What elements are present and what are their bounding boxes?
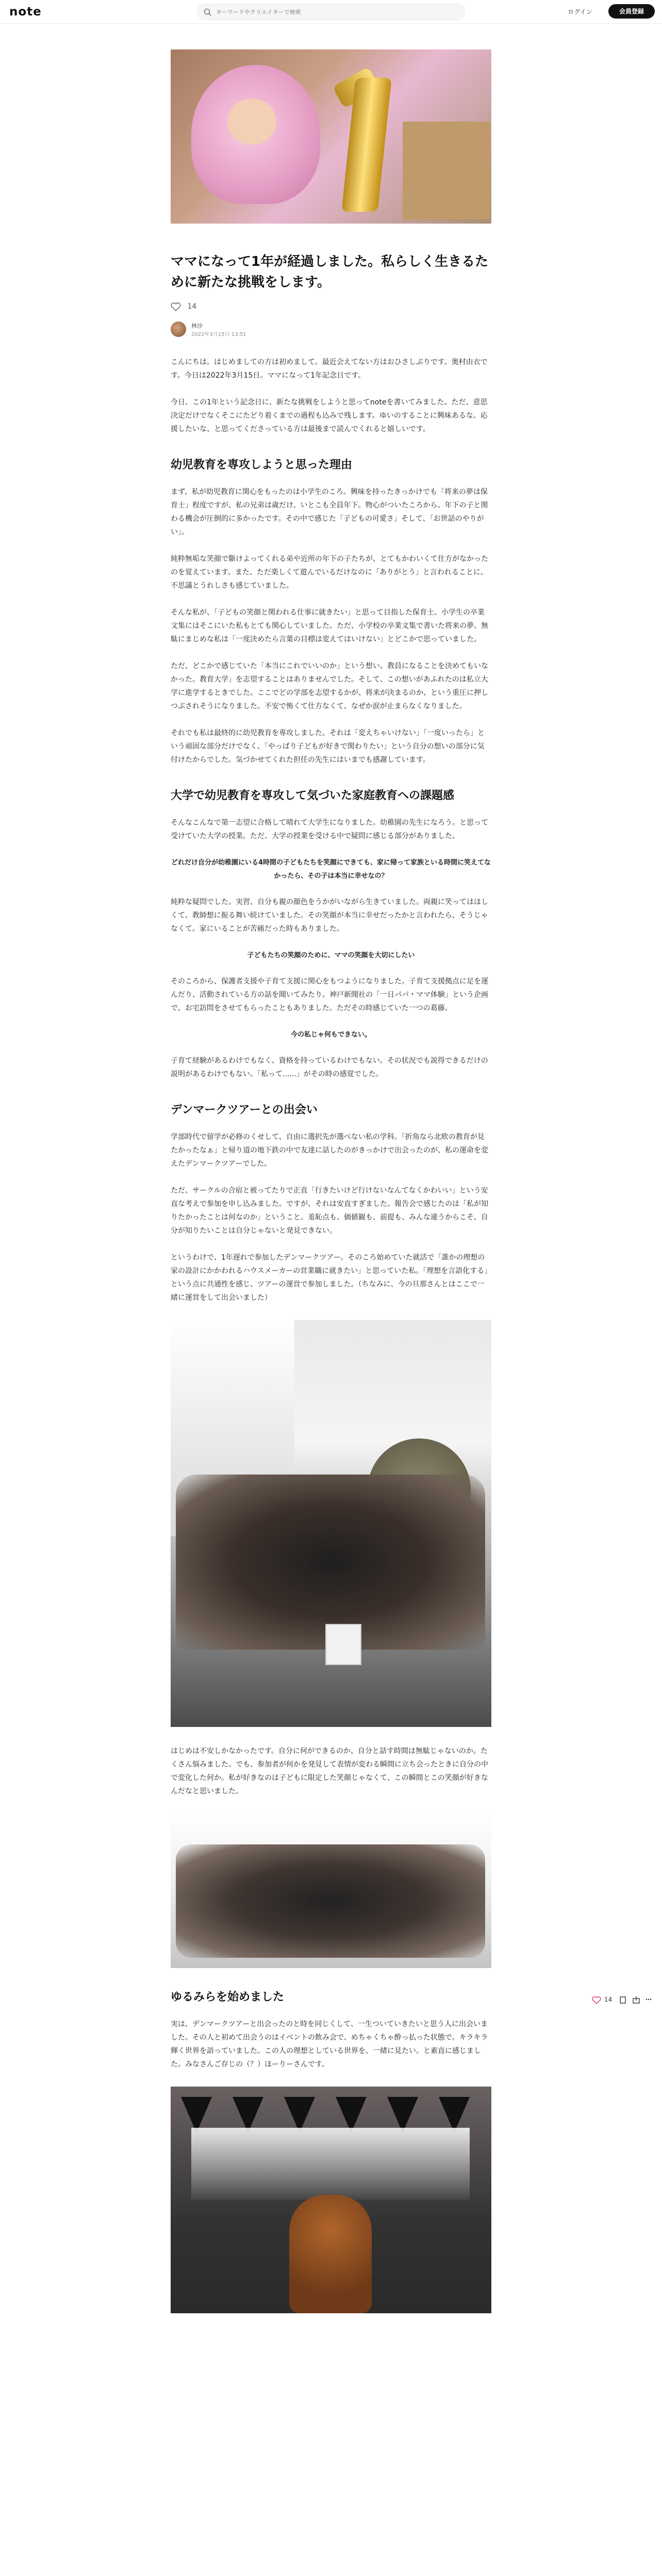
more-icon[interactable]: ⋯ bbox=[646, 1996, 652, 2003]
top-header bbox=[0, 0, 662, 24]
like-count-floating: 14 bbox=[604, 1996, 613, 2003]
author-block[interactable] bbox=[171, 320, 491, 339]
paragraph: ただ、サークルの合宿と被ってたりで正直「行きたいけど行けないなんてなくかわいい」という安直な考えで参加を申し込みました。ですが、それは安直すぎました。報告会で感じたのは「私が知りたかったことは何なのか」ということ。羞恥点も、価値観も、前提も、みんな違うからこそ、自分が知りたいことは自分じゃないと発見できない。 bbox=[171, 1187, 488, 1235]
paragraph: 純粋な疑問でした。実習、自分も親の顔色をうかがいながら生きていました。両親に笑ってはほしくて、教師想に振る舞い続けていました。その笑顔が本当に幸せだったかと言われたら、そうじゃなくて。家にいることが苦痛だった時もありました。 bbox=[171, 898, 488, 933]
share-icon[interactable] bbox=[632, 1996, 640, 2004]
paragraph: そんな私が、「子どもの笑顔と関われる仕事に就きたい」と思って目指した保育士。小学生の卒業文集にはそこにいた私もとても関心していました。ただ、小学校の卒業文集で書いた将来の夢。無駄にまじめな私は「一度決めたら言葉の目標は変えてはいけない」とどこかで思っていました。 bbox=[171, 608, 488, 643]
like-count: 14 bbox=[187, 302, 197, 311]
paragraph: 実は、デンマークツアーと出会ったのと時を同じくして、一生ついていきたいと思う人に出会いました。その人と初めて出会うのはイベントの飲み会で、めちゃくちゃ酔っ払った状態で。キラキラ輝く世界を語っていました。この人の理想としている世界を、一緒に見たい。と素直に感じました。みなさんご存じの（？）ほーりーさんです。 bbox=[171, 2020, 488, 2069]
hero-image bbox=[171, 49, 491, 224]
paragraph: 学部時代で留学が必修のくせして、自由に選択先が選べない私の学科。「折角なら北欧の教育が見たかったなぁ」と帰り道の地下鉄の中で友達に話したのがきっかけで出会ったのが、私の運命を変えたデンマークツアーでした。 bbox=[171, 1133, 488, 1168]
paragraph: 子育て経験があるわけでもなく、資格を持っているわけでもない。その状況でも説得できるだけの説明があるわけでもない。「私って......」がその時の感覚でした。 bbox=[171, 1057, 488, 1078]
paragraph: 今日、この1年という記念日に、新たな挑戦をしようと思ってnoteを書いてみました。ただ、意思決定だけでなくそこにたどり着くまでの過程も込みで残します。ゆいのすることに興味あるな、応援したいな、と思ってくださっている方は最後まで読んでくれると嬉しいです。 bbox=[171, 398, 488, 433]
heart-icon[interactable] bbox=[171, 302, 181, 311]
search-input[interactable] bbox=[216, 6, 458, 18]
search-bar[interactable] bbox=[197, 4, 465, 20]
paragraph: というわけで、1年遅れで参加したデンマークツアー。そのころ始めていた就活で「誰かの理想の家の設計にかかわれるハウスメーカーの営業職に就きたい」と思っていた私。「理想を言語化する」という点に共通性を感じ、ツアーの運営で参加しました。（ちなみに、今の旦那さんとはここで一緒に運営をして出会いました） bbox=[171, 1253, 488, 1302]
paragraph: それでも私は最終的に幼児教育を専攻しました。それは「変えちゃいけない」「一度いったら」という頑固な部分だけでなく、「やっぱり子どもが好きで関わりたい」という自分の想いの部分に気付けたからでした。気づかせてくれた担任の先生にはいまでも感謝しています。 bbox=[171, 729, 485, 764]
group-photo-indoor bbox=[171, 1814, 491, 1968]
group-photo-outdoor bbox=[171, 1320, 491, 1727]
floating-action-bar bbox=[592, 1996, 654, 2008]
paragraph: ただ、どこかで感じていた「本当にこれでいいのか」という想い。教員になることを決めてもいなかった。教育大学」を志望することはありませんでした。そして、この想いがあふれたのは私立大学に進学するときでした。ここでどの学部を志望するかが、将来が決まるのか、という重圧に押しつぶされそうになりました。不安で怖くて仕方なくて、なぜか涙が止まらなくなりました。 bbox=[171, 662, 488, 710]
bookmark-icon[interactable] bbox=[619, 1996, 627, 2004]
paragraph: はじめは不安しかなかったです。自分に何ができるのか、自分と話す時間は無駄じゃないのか。たくさん悩みました。でも、参加者が何かを発見して表情が変わる瞬間に立ち会ったときに自分の中で変化した何か。私が好きなのは子どもに限定した笑顔じゃなくて、この瞬間とこの笑顔が好きなんだなと思いました。 bbox=[171, 1747, 488, 1795]
section-heading: 大学で幼児教育を専攻して気づいた家庭教育への課題感 bbox=[171, 789, 455, 802]
paragraph: まず、私が幼児教育に関心をもったのは小学生のころ。興味を持ったきっかけでも「将来の夢は保育士」程度ですが、私の兄弟は歳だけ、いとこも全員年下。物心がついたころから、年下の子と関わる機会が圧倒的に多かったです。その中で感じた「子どもの可愛さ」そして、「お世話のやりがい」。 bbox=[171, 488, 488, 536]
article-body bbox=[171, 355, 491, 2313]
section-heading: デンマークツアーとの出会い bbox=[171, 1104, 318, 1116]
article-likes[interactable] bbox=[171, 302, 491, 313]
like-icon[interactable] bbox=[592, 1996, 601, 2004]
avatar[interactable] bbox=[171, 321, 186, 337]
register-button[interactable]: 会員登録 bbox=[608, 4, 655, 19]
emphasis-quote: 今の私じゃ何もできない。 bbox=[290, 1031, 371, 1039]
paragraph: こんにちは。はじめましての方は初めまして。最近会えてない方はおひさしぶりです。奥村由衣です。今日は2022年3月15日。ママになって1年記念日です。 bbox=[171, 358, 488, 380]
emphasis-quote: 子どもたちの笑顔のために、ママの笑顔を大切にしたい bbox=[247, 952, 415, 959]
reindeer-photo bbox=[171, 2087, 491, 2313]
article-title: ママになって1年が経過しました。私らしく生きるために新たな挑戦をします。 bbox=[171, 254, 489, 290]
login-link[interactable]: ログイン bbox=[568, 8, 592, 15]
author-name[interactable]: 林沙 bbox=[191, 323, 203, 329]
paragraph: そのころから、保護者支援や子育て支援に関心をもつようになりました。子育て支援拠点に足を運んだり、活動されている方の話を聞いてみたり。神戸新聞社の「一日パパ・ママ体験」という企画で、お宅訪問をさせてもらったこともありました。ただその時感じていた一つの葛藤。 bbox=[171, 977, 488, 1012]
paragraph: 純粋無垢な笑顔で駆けよってくれる弟や近所の年下の子たちが、とてもかわいくて仕方がなかったのを覚えています。また、ただ楽しくて遊んでいるだけなのに「ありがとう」と言われることに、不思議とうれしさも感じていました。 bbox=[171, 555, 488, 590]
paragraph: そんなこんなで第一志望に合格して晴れて大学生になりました。幼稚園の先生になろう。と思って受けていた大学の授業。ただ、大学の授業を受ける中で疑問に感じる部分がありました。 bbox=[171, 819, 488, 840]
emphasis-quote: どれだけ自分が幼稚園にいる4時間の子どもたちを笑顔にできても、家に帰って家族といる時間に笑えてなかったら、その子は本当に幸せなの？ bbox=[171, 859, 491, 880]
post-date: 2022年3月15日 13:51 bbox=[191, 332, 246, 337]
search-icon bbox=[204, 8, 212, 16]
note-logo[interactable]: note bbox=[9, 5, 42, 19]
section-heading: 幼児教育を専攻しようと思った理由 bbox=[171, 459, 353, 471]
article bbox=[171, 49, 491, 2331]
section-heading: ゆるみらを始めました bbox=[171, 1991, 285, 2004]
